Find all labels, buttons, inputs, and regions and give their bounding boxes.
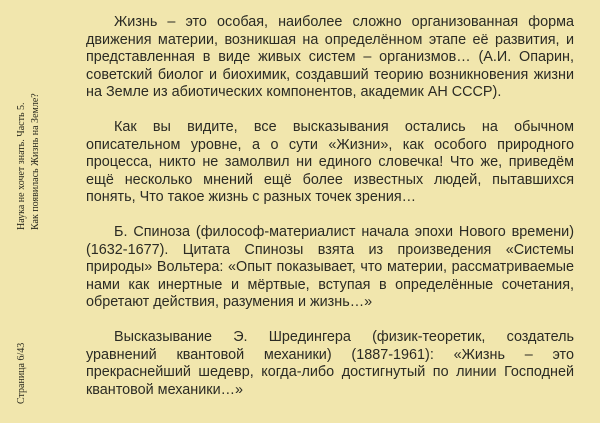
document-body [86, 9, 574, 399]
paragraph-oparin-definition: Жизнь – это особая, наиболее сложно организованная форма движения материи, возникшая на определённом этапе её развития, и представленная в виде живых систем – организмов… (А.И. Опарин, советский биолог и биохимик, создавший теорию возникновения жизни на Земле из абиотических компонентов, академик АН СССР). [86, 14, 574, 101]
paragraph-spinoza-quote: Б. Спиноза (философ-материалист начала эпохи Нового времени) (1632-1677). Цитата Спинозы взята из произведения «Системы природы» Вольтера: «Опыт показывает, что материи, рассматриваемые нами как инертные и мёртвые, вступая в определённые сочетания, обретают действия, разумения и жизнь…» [86, 223, 574, 311]
page-number-label: Страница 6/43 [16, 342, 27, 404]
book-title-line-1: Наука не хочет знать. Часть 5. [16, 102, 27, 230]
book-title-line-2: Как появилась Жизнь на Земле? [30, 93, 41, 230]
paragraph-schrodinger-quote: Высказывание Э. Шредингера (физик-теоретик, создатель уравнений квантовой механики) (1887-1961): «Жизнь – это прекраснейший шедевр, когда-либо достигнутый по линии Господней квантовой механики…» [86, 328, 574, 398]
paragraph-commentary: Как вы видите, все высказывания остались на обычном описательном уровне, а о сути «Жизни», как особого природного процесса, никто не замолвил ни единого словечка! Что же, приведём ещё несколько мнений ещё более известных людей, пытавшихся понять, Что такое жизнь с разных точек зрения… [86, 118, 574, 206]
page-sidebar [10, 70, 60, 410]
